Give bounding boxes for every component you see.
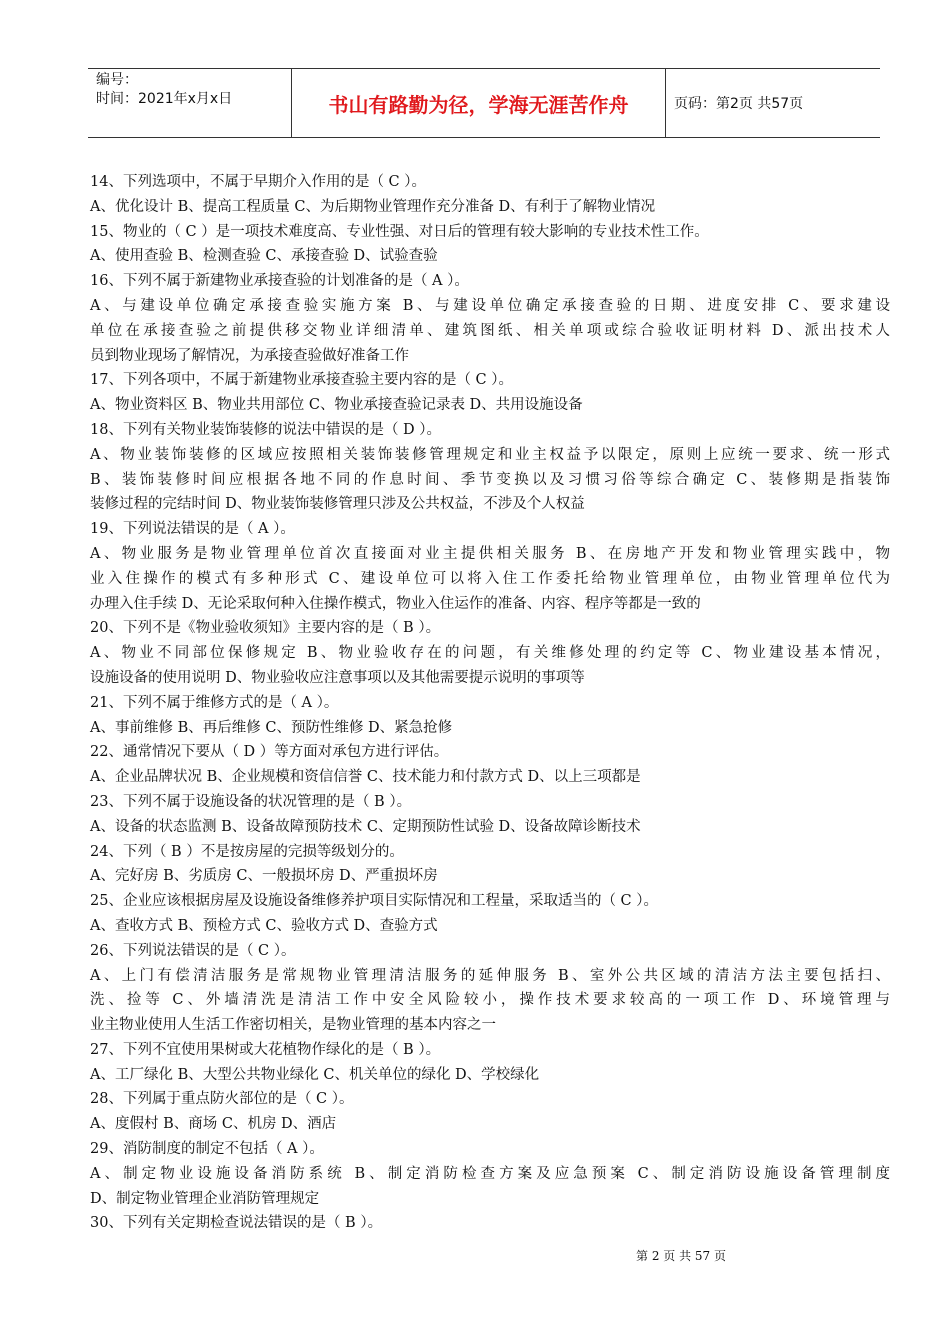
number-label: 编号： xyxy=(96,72,138,88)
text-line: A、优化设计 B、提高工程质量 C、为后期物业管理作充分准备 D、有利于了解物业情况 xyxy=(90,198,656,215)
text-line: A、制定物业设施设备消防系统 B、制定消防检查方案及应急预案 C、制定消防设施设备管理制度 xyxy=(90,1165,890,1182)
text-line: A、物业服务是物业管理单位首次直接面对业主提供相关服务 B、在房地产开发和物业管理实践中，物 xyxy=(90,545,890,562)
text-line: 19、下列说法错误的是（ A ）。 xyxy=(90,521,295,538)
text-line: A、使用查验 B、检测查验 C、承接查验 D、试验查验 xyxy=(90,248,438,265)
text-line: 14、下列选项中，不属于早期介入作用的是（ C ）。 xyxy=(90,174,427,190)
text-line: A、与建设单位确定承接查验实施方案 B、与建设单位确定承接查验的日期、进度安排 C、要求建设 xyxy=(90,297,890,314)
text-line: B、装饰装修时间应根据各地不同的作息时间、季节变换以及习惯习俗等综合确定 C、装修期是指装饰 xyxy=(90,471,890,488)
time-label: 时间：2021年x月x日 xyxy=(96,91,233,107)
text-line: 办理入住手续 D、无论采取何种入住操作模式，物业入住运作的准备、内容、程序等都是一致的 xyxy=(90,595,701,612)
text-line: A、查收方式 B、预检方式 C、验收方式 D、查验方式 xyxy=(90,917,438,934)
text-line: 17、下列各项中，不属于新建物业承接查验主要内容的是（ C ）。 xyxy=(90,372,514,389)
text-line: 21、下列不属于维修方式的是（ A ）。 xyxy=(90,694,339,711)
text-line: 24、下列（ B ）不是按房屋的完损等级划分的。 xyxy=(90,843,404,860)
text-line: 25、企业应该根据房屋及设施设备维修养护项目实际情况和工程量，采取适当的（ C ）。 xyxy=(90,893,659,910)
text-line: 员到物业现场了解情况，为承接查验做好准备工作 xyxy=(90,347,409,364)
header-info xyxy=(88,69,291,137)
text-line: A、度假村 B、商场 C、机房 D、酒店 xyxy=(90,1116,337,1133)
text-line: D、制定物业管理企业消防管理规定 xyxy=(90,1190,320,1207)
document-body xyxy=(90,170,890,1236)
text-line: 22、通常情况下要从（ D ）等方面对承包方进行评估。 xyxy=(90,744,449,761)
text-line: A、物业资料区 B、物业共用部位 C、物业承接查验记录表 D、共用设施设备 xyxy=(90,397,583,414)
text-line: 16、下列不属于新建物业承接查验的计划准备的是（ A ）。 xyxy=(90,273,469,290)
text-line: A、物业不同部位保修规定 B、物业验收存在的问题，有关维修处理的约定等 C、物业建设基本情况， xyxy=(90,645,890,662)
text-line: 20、下列不是《物业验收须知》主要内容的是（ B ）。 xyxy=(90,620,441,637)
text-line: 30、下列有关定期检查说法错误的是（ B ）。 xyxy=(90,1215,383,1232)
text-line: A、工厂绿化 B、大型公共物业绿化 C、机关单位的绿化 D、学校绿化 xyxy=(90,1066,540,1083)
text-line: 28、下列属于重点防火部位的是（ C ）。 xyxy=(90,1091,354,1108)
text-line: 业主物业使用人生活工作密切相关，是物业管理的基本内容之一 xyxy=(90,1017,496,1034)
text-line: 18、下列有关物业装饰装修的说法中错误的是（ D ）。 xyxy=(90,421,442,438)
text-line: 洗、捡等 C、外墙清洗是清洁工作中安全风险较小，操作技术要求较高的一项工作 D、环境管理与 xyxy=(90,992,890,1009)
text-line: 29、消防制度的制定不包括（ A ）。 xyxy=(90,1141,324,1158)
text-line: 业入住操作的模式有多种形式 C、建设单位可以将入住工作委托给物业管理单位，由物业管理单位代为 xyxy=(90,570,890,587)
text-line: 26、下列说法错误的是（ C ）。 xyxy=(90,942,296,959)
text-line: A、物业装饰装修的区域应按照相关装饰装修管理规定和业主权益予以限定，原则上应统一要求、统一形式 xyxy=(90,446,890,463)
text-line: 装修过程的完结时间 D、物业装饰装修管理只涉及公共权益，不涉及个人权益 xyxy=(90,496,585,513)
page-footer: 第 2 页 共 57 页 xyxy=(636,1249,726,1263)
text-line: A、上门有偿清洁服务是常规物业管理清洁服务的延伸服务 B、室外公共区域的清洁方法主要包括扫、 xyxy=(90,967,890,984)
text-line: A、事前维修 B、再后维修 C、预防性维修 D、紧急抢修 xyxy=(90,719,453,736)
text-line: A、设备的状态监测 B、设备故障预防技术 C、定期预防性试验 D、设备故障诊断技术 xyxy=(90,818,641,835)
header-page-label: 页码：第2页 共57页 xyxy=(674,96,804,112)
text-line: 27、下列不宜使用果树或大花植物作绿化的是（ B ）。 xyxy=(90,1041,441,1058)
text-line: 15、物业的（ C ）是一项技术难度高、专业性强、对日后的管理有较大影响的专业技术性工作。 xyxy=(90,223,709,240)
text-line: 23、下列不属于设施设备的状况管理的是（ B ）。 xyxy=(90,793,412,810)
text-line: A、企业品牌状况 B、企业规模和资信信誉 C、技术能力和付款方式 D、以上三项都是 xyxy=(90,769,641,786)
text-line: 设施设备的使用说明 D、物业验收应注意事项以及其他需要提示说明的事项等 xyxy=(90,669,585,686)
page-header xyxy=(88,68,880,138)
header-motto: 书山有路勤为径，学海无涯苦作舟 xyxy=(291,69,666,137)
text-line: A、完好房 B、劣质房 C、一般损坏房 D、严重损坏房 xyxy=(90,868,438,885)
text-line: 单位在承接查验之前提供移交物业详细清单、建筑图纸、相关单项或综合验收证明材料 D、派出技术人 xyxy=(90,322,890,339)
